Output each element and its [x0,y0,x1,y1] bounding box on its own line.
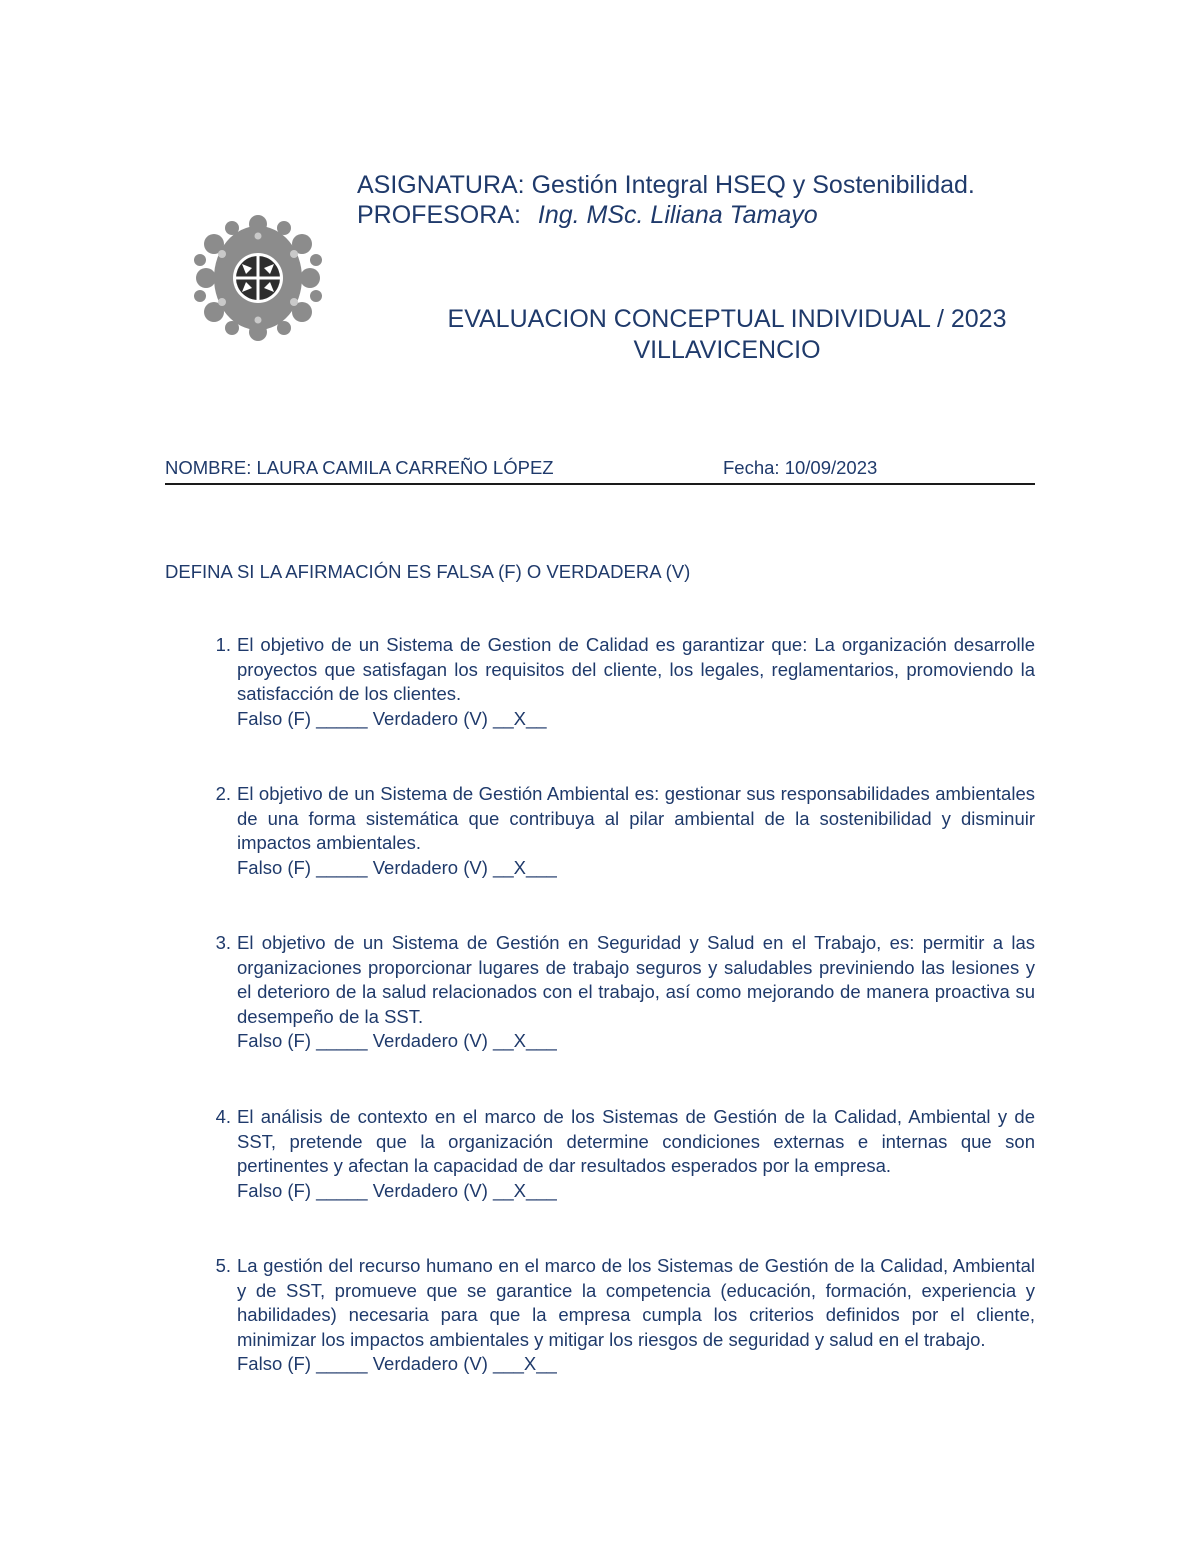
question-text: El objetivo de un Sistema de Gestión en Seguridad y Salud en el Trabajo, es: permitir a las organizaciones proporcionar lugares de trabajo seguros y saludables previniendo las lesiones y el deterioro de la salud relacionados con el trabajo, así como mejorando de manera proactiva su desempeño de la SST. [237,932,1035,1027]
subject-line [357,170,975,200]
question-text: La gestión del recurso humano en el marco de los Sistemas de Gestión de la Calidad, Ambiental y de SST, promueve que se garantice la competencia (educación, formación, experiencia y habilidades) necesaria para que la empresa cumpla los criterios definidos por el cliente, minimizar los impactos ambientales y mitigar los riesgos de seguridad y salud en el trabajo. [237,1255,1035,1350]
question-number: 2. [215,783,231,804]
subject-value: Gestión Integral HSEQ y Sostenibilidad. [531,171,975,199]
question-4 [165,1105,1035,1203]
instruction: DEFINA SI LA AFIRMACIÓN ES FALSA (F) O VERDADERA (V) [165,561,691,582]
question-text: El objetivo de un Sistema de Gestión Ambiental es: gestionar sus responsabilidades ambientales de una forma sistemática que contribuya al pilar ambiental de la sostenibilidad y disminuir impactos ambientales. [237,783,1035,853]
question-number: 3. [215,932,231,953]
question-number: 5. [215,1255,231,1276]
question-1 [165,633,1035,731]
question-number: 1. [215,634,231,655]
student-name: NOMBRE: LAURA CAMILA CARREÑO LÓPEZ [165,457,554,478]
question-number: 4. [215,1106,231,1127]
question-text: El objetivo de un Sistema de Gestion de Calidad es garantizar que: La organización desarrolle proyectos que satisfagan los requisitos del cliente, los legales, reglamentarios, promoviendo la satisfacción de los clientes. [237,634,1035,704]
question-3 [165,931,1035,1054]
question-5 [165,1254,1035,1377]
question-2 [165,782,1035,880]
university-seal-icon [192,214,324,342]
exam-title: EVALUACION CONCEPTUAL INDIVIDUAL / 2023 [447,305,1007,333]
teacher-value: Ing. MSc. Liliana Tamayo [537,201,818,229]
question-answer: Falso (F) _____ Verdadero (V) ___X__ [237,1353,557,1374]
exam-city: VILLAVICENCIO [633,336,821,364]
teacher-label: PROFESORA: [357,201,521,229]
question-answer: Falso (F) _____ Verdadero (V) __X__ [237,707,547,729]
question-answer: Falso (F) _____ Verdadero (V) __X___ [237,1030,557,1051]
student-info-line [165,455,1035,485]
question-answer: Falso (F) _____ Verdadero (V) __X___ [237,856,557,878]
teacher-line [357,200,818,230]
question-answer: Falso (F) _____ Verdadero (V) __X___ [237,1179,557,1201]
question-text: El análisis de contexto en el marco de los Sistemas de Gestión de la Calidad, Ambiental y de SST, pretende que la organización determine condiciones externas e internas que son pertinentes y afectan la capacidad de dar resultados esperados por la empresa. [237,1106,1035,1176]
exam-date: Fecha: 10/09/2023 [723,457,878,478]
subject-label: ASIGNATURA: [357,171,525,199]
